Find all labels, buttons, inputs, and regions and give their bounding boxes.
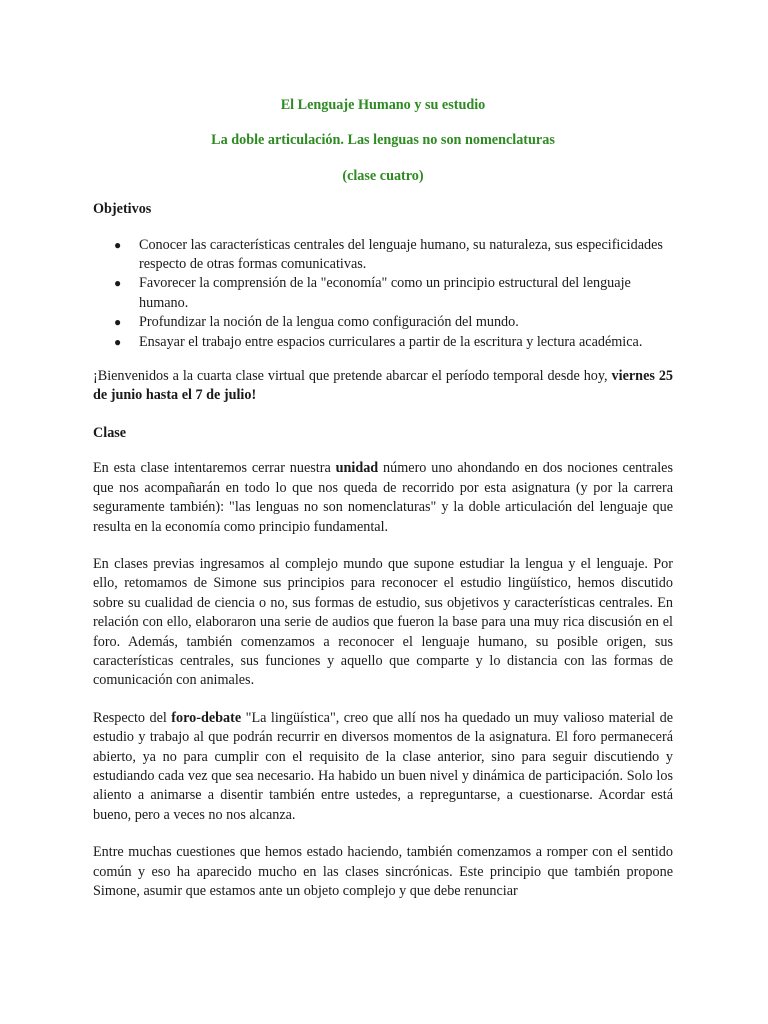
paragraph-text: "La lingüística", creo que allí nos ha quedado un muy valioso material de estudio y trabajo al que podrán recurrir en diversos momentos de la asignatura. El foro permanecerá abierto, ya no para cumplir con el requisito de la clase anterior, sino para seguir discutiendo y estudiando cada vez que sea necesario. Ha habido un buen nivel y dinámica de participación. Solo los aliento a animarse a disentir también entre ustedes, a repreguntarse, a cuestionarse. Acordar está bueno, pero a veces no nos alcanza. <box>93 709 673 823</box>
paragraph-sentido-comun: Entre muchas cuestiones que hemos estado haciendo, también comenzamos a romper con el sentido común y eso ha aparecido mucho en las clases sincrónicas. Este principio que también propone Simone, asumir que estamos ante un objeto complejo y que debe renunciar <box>93 844 673 899</box>
clase-heading: Clase <box>93 424 127 441</box>
objectives-list <box>93 236 673 352</box>
paragraph-clases-previas: En clases previas ingresamos al complejo mundo que supone estudiar la lengua y el lenguaje. Por ello, retomamos de Simone sus principios para reconocer el estudio lingüístico, hemos discutido sobre su cualidad de ciencia o no, sus formas de estudio, sus objetivos y características centrales. En relación con ello, elaboraron una serie de audios que fueron la base para una muy rica discusión en el foro. Además, también comenzamos a reconocer el lenguaje humano, su posible origen, sus características centrales, sus funciones y aquello que comparte y lo distancia con las formas de comunicación con animales. <box>93 555 673 689</box>
paragraph-foro <box>93 709 673 825</box>
welcome-text: ¡Bienvenidos a la cuarta clase virtual que pretende abarcar el período temporal desde hoy, <box>93 368 612 385</box>
document-subtitle: La doble articulación. Las lenguas no son nomenclaturas <box>211 132 555 149</box>
paragraph-bold: unidad <box>335 460 379 477</box>
bullet-icon: ● <box>114 315 122 330</box>
objective-text: Conocer las características centrales del lenguaje humano, su naturaleza, sus especificidades respecto de otras formas comunicativas. <box>139 236 663 273</box>
document-page <box>93 96 673 919</box>
session-label: (clase cuatro) <box>342 167 424 184</box>
bullet-icon: ● <box>114 276 122 291</box>
objective-text: Favorecer la comprensión de la "economía" como un principio estructural del lenguaje humano. <box>139 275 631 311</box>
paragraph-text: Respecto del <box>93 709 172 726</box>
bullet-icon: ● <box>114 237 122 252</box>
paragraph-text: número uno ahondando en dos nociones centrales que nos acompañarán en todo lo que nos queda de recorrido por esta asignatura (y por la carrera seguramente también): "las lenguas no son nomenclaturas" y la doble articulación del lenguaje que resulta en la economía como principio fundamental. <box>93 460 673 535</box>
welcome-paragraph <box>93 367 673 406</box>
list-item <box>93 333 673 352</box>
paragraph-bold: foro-debate <box>171 709 242 726</box>
list-item <box>93 274 673 313</box>
list-item <box>93 236 673 275</box>
paragraph-text: En esta clase intentaremos cerrar nuestra <box>93 460 336 477</box>
document-title: El Lenguaje Humano y su estudio <box>280 97 486 113</box>
objective-text: Ensayar el trabajo entre espacios curriculares a partir de la escritura y lectura académica. <box>139 333 643 350</box>
objectives-heading: Objetivos <box>93 201 152 218</box>
bullet-icon: ● <box>114 334 122 349</box>
welcome-dates: viernes 25 de junio hasta el 7 de julio! <box>93 368 674 404</box>
objective-text: Profundizar la noción de la lengua como configuración del mundo. <box>139 314 519 331</box>
paragraph-unidad <box>93 459 673 537</box>
list-item <box>93 313 673 332</box>
